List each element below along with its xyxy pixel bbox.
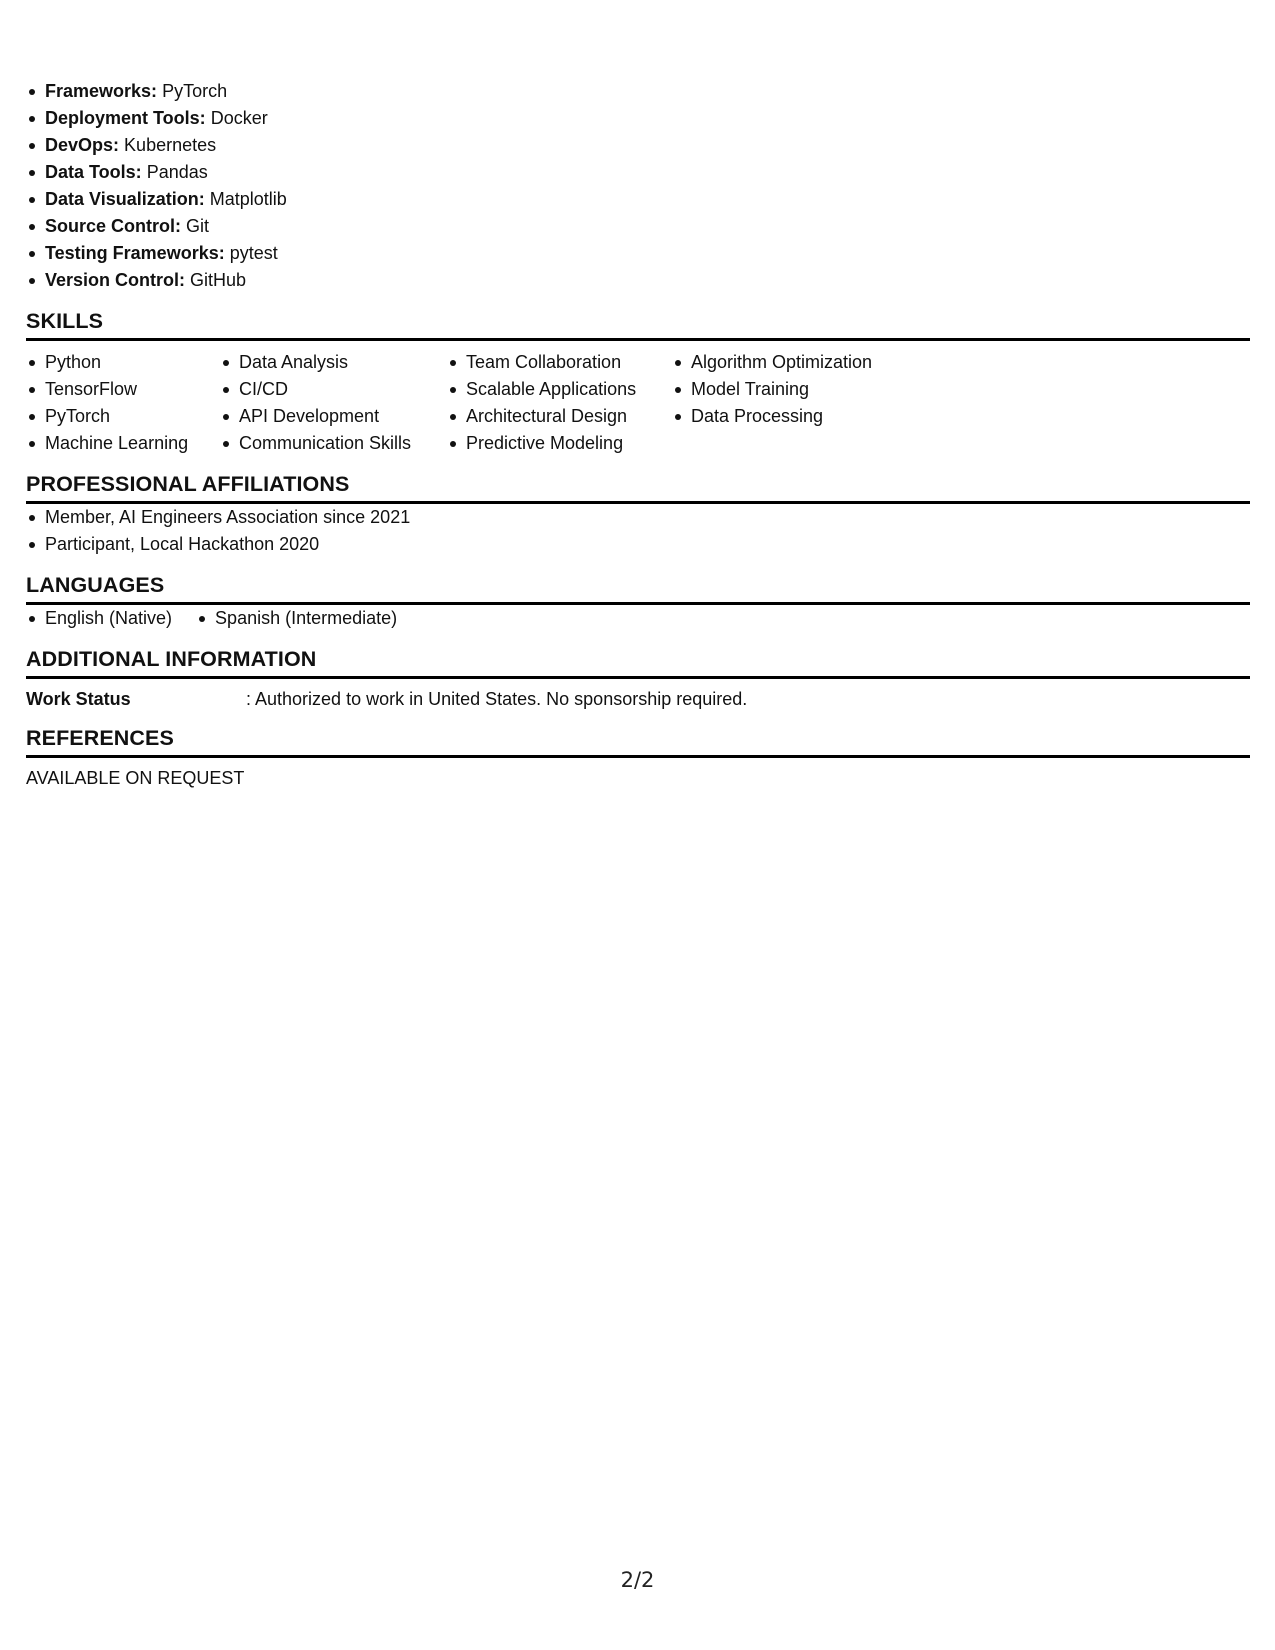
affiliation-item: Participant, Local Hackathon 2020 [26, 531, 1250, 558]
additional-info-section [26, 646, 1250, 711]
tool-label: DevOps: [45, 135, 120, 155]
skills-column [220, 349, 447, 457]
skill-item: Team Collaboration [447, 349, 672, 376]
skill-item: Architectural Design [447, 403, 672, 430]
tool-label: Data Tools: [45, 162, 142, 182]
language-item: English (Native) [26, 605, 172, 632]
tool-value: Kubernetes [124, 135, 217, 155]
skill-item: Model Training [672, 376, 972, 403]
skills-column [447, 349, 672, 457]
tool-label: Data Visualization: [45, 189, 205, 209]
tool-label: Version Control: [45, 270, 186, 290]
skill-item: Algorithm Optimization [672, 349, 972, 376]
section-heading-references: REFERENCES [26, 725, 1250, 758]
section-heading-languages: LANGUAGES [26, 572, 1250, 605]
tool-value: PyTorch [162, 81, 228, 101]
languages-list [26, 605, 1250, 632]
skill-item: PyTorch [26, 403, 220, 430]
section-heading-additional-info: ADDITIONAL INFORMATION [26, 646, 1250, 679]
tool-value: pytest [229, 243, 278, 263]
tools-list-item [26, 78, 1250, 105]
tool-label: Frameworks: [45, 81, 158, 101]
tool-value: Git [186, 216, 210, 236]
work-status-value: : Authorized to work in United States. No sponsorship required. [246, 689, 748, 709]
skill-item: TensorFlow [26, 376, 220, 403]
skill-item: Machine Learning [26, 430, 220, 457]
tools-list-item [26, 240, 1250, 267]
tool-label: Source Control: [45, 216, 182, 236]
languages-section [26, 572, 1250, 632]
skill-item: Data Processing [672, 403, 972, 430]
section-heading-skills: SKILLS [26, 308, 1250, 341]
tools-list [26, 78, 1250, 294]
skills-column [672, 349, 972, 457]
tool-label: Testing Frameworks: [45, 243, 225, 263]
skill-item: Python [26, 349, 220, 376]
skill-item: CI/CD [220, 376, 447, 403]
skill-item: API Development [220, 403, 447, 430]
skills-column [26, 349, 220, 457]
tool-value: Docker [210, 108, 268, 128]
tools-list-item [26, 213, 1250, 240]
affiliations-list [26, 504, 1250, 558]
work-status-row [26, 679, 1250, 711]
tool-label: Deployment Tools: [45, 108, 206, 128]
skill-item: Data Analysis [220, 349, 447, 376]
skills-section [26, 308, 1250, 457]
resume-content [26, 78, 1250, 790]
affiliations-section [26, 471, 1250, 558]
tool-value: Pandas [146, 162, 208, 182]
skill-item: Scalable Applications [447, 376, 672, 403]
skill-item: Communication Skills [220, 430, 447, 457]
tools-list-item [26, 159, 1250, 186]
skill-item: Predictive Modeling [447, 430, 672, 457]
references-text: AVAILABLE ON REQUEST [26, 768, 245, 788]
section-heading-affiliations: PROFESSIONAL AFFILIATIONS [26, 471, 1250, 504]
work-status-label: Work Status [26, 689, 131, 709]
tools-list-item [26, 132, 1250, 159]
tools-list-item [26, 105, 1250, 132]
affiliation-item: Member, AI Engineers Association since 2021 [26, 504, 1250, 531]
skills-grid [26, 341, 1250, 457]
tool-value: GitHub [190, 270, 247, 290]
tools-list-item [26, 186, 1250, 213]
tool-value: Matplotlib [209, 189, 287, 209]
page-number: 2/2 [620, 1568, 655, 1592]
language-item: Spanish (Intermediate) [196, 605, 397, 632]
tools-list-item [26, 267, 1250, 294]
references-section [26, 725, 1250, 790]
